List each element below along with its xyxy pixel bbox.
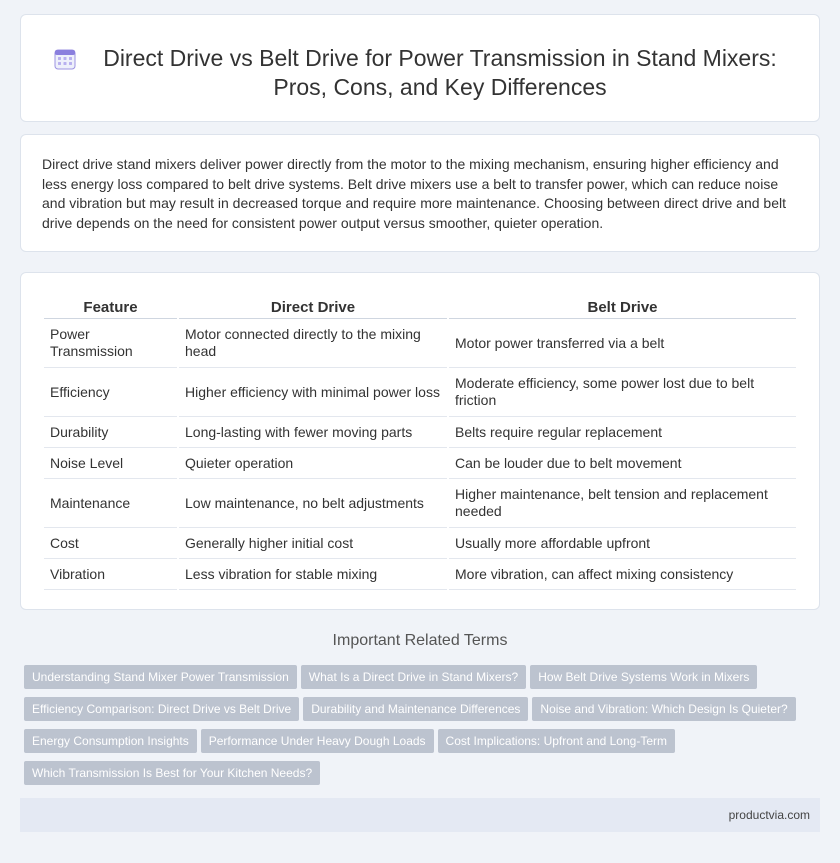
page-title: Direct Drive vs Belt Drive for Power Transmission in Stand Mixers: Pros, Cons, and Key Differences — [103, 45, 777, 100]
header-card — [20, 14, 820, 122]
calendar-grid-icon — [54, 48, 76, 70]
related-term-tag[interactable]: Efficiency Comparison: Direct Drive vs Belt Drive — [24, 697, 299, 721]
tag-row — [24, 729, 804, 761]
table-cell-belt-drive: Motor power transferred via a belt — [449, 319, 796, 368]
table-cell-feature: Maintenance — [44, 479, 177, 528]
column-header-feature: Feature — [44, 297, 177, 319]
footer — [20, 798, 820, 832]
table-cell-feature: Noise Level — [44, 448, 177, 479]
related-term-tag[interactable]: What Is a Direct Drive in Stand Mixers? — [301, 665, 526, 689]
related-term-tag[interactable]: Durability and Maintenance Differences — [303, 697, 528, 721]
title-wrap — [21, 44, 819, 102]
related-term-tag[interactable]: Energy Consumption Insights — [24, 729, 197, 753]
table-cell-belt-drive: More vibration, can affect mixing consistency — [449, 559, 796, 590]
intro-paragraph: Direct drive stand mixers deliver power directly from the motor to the mixing mechanism, ensuring higher efficiency and less energy loss compared to belt drive systems. Belt drive mixers use a belt to transfer power, which can reduce noise and vibration but may result in decreased torque and require more maintenance. Choosing between direct drive and belt drive depends on the need for consistent power output versus smoother, quieter operation. — [42, 156, 786, 231]
table-cell-belt-drive: Belts require regular replacement — [449, 417, 796, 448]
comparison-table — [42, 297, 798, 590]
table-row — [44, 417, 796, 448]
table-cell-belt-drive: Moderate efficiency, some power lost due to belt friction — [449, 368, 796, 417]
table-cell-feature: Durability — [44, 417, 177, 448]
footer-site-link[interactable]: productvia.com — [728, 808, 810, 822]
related-terms-title: Important Related Terms — [332, 632, 508, 649]
table-cell-direct-drive: Motor connected directly to the mixing head — [179, 319, 447, 368]
column-header-direct-drive: Direct Drive — [179, 297, 447, 319]
column-header-belt-drive: Belt Drive — [449, 297, 796, 319]
table-row — [44, 559, 796, 590]
table-cell-feature: Power Transmission — [44, 319, 177, 368]
table-cell-feature: Cost — [44, 528, 177, 559]
tag-row — [24, 665, 804, 697]
table-cell-feature: Vibration — [44, 559, 177, 590]
related-term-tag[interactable]: Understanding Stand Mixer Power Transmission — [24, 665, 297, 689]
intro-card — [20, 134, 820, 252]
table-cell-direct-drive: Long-lasting with fewer moving parts — [179, 417, 447, 448]
table-row — [44, 448, 796, 479]
related-term-tag[interactable]: Noise and Vibration: Which Design Is Quieter? — [532, 697, 795, 721]
table-cell-direct-drive: Generally higher initial cost — [179, 528, 447, 559]
table-cell-feature: Efficiency — [44, 368, 177, 417]
tag-row — [24, 761, 804, 793]
table-row — [44, 368, 796, 417]
related-term-tag[interactable]: Which Transmission Is Best for Your Kitchen Needs? — [24, 761, 320, 785]
table-row — [44, 319, 796, 368]
table-row — [44, 479, 796, 528]
tag-row — [24, 697, 804, 729]
table-cell-direct-drive: Low maintenance, no belt adjustments — [179, 479, 447, 528]
related-terms-tags — [24, 665, 804, 793]
table-cell-belt-drive: Can be louder due to belt movement — [449, 448, 796, 479]
table-cell-direct-drive: Less vibration for stable mixing — [179, 559, 447, 590]
table-cell-direct-drive: Quieter operation — [179, 448, 447, 479]
table-row — [44, 528, 796, 559]
related-term-tag[interactable]: Cost Implications: Upfront and Long-Term — [438, 729, 675, 753]
related-term-tag[interactable]: How Belt Drive Systems Work in Mixers — [530, 665, 757, 689]
table-cell-direct-drive: Higher efficiency with minimal power loss — [179, 368, 447, 417]
table-cell-belt-drive: Higher maintenance, belt tension and replacement needed — [449, 479, 796, 528]
table-header-row — [44, 297, 796, 319]
comparison-table-card — [20, 272, 820, 610]
table-cell-belt-drive: Usually more affordable upfront — [449, 528, 796, 559]
related-term-tag[interactable]: Performance Under Heavy Dough Loads — [201, 729, 434, 753]
